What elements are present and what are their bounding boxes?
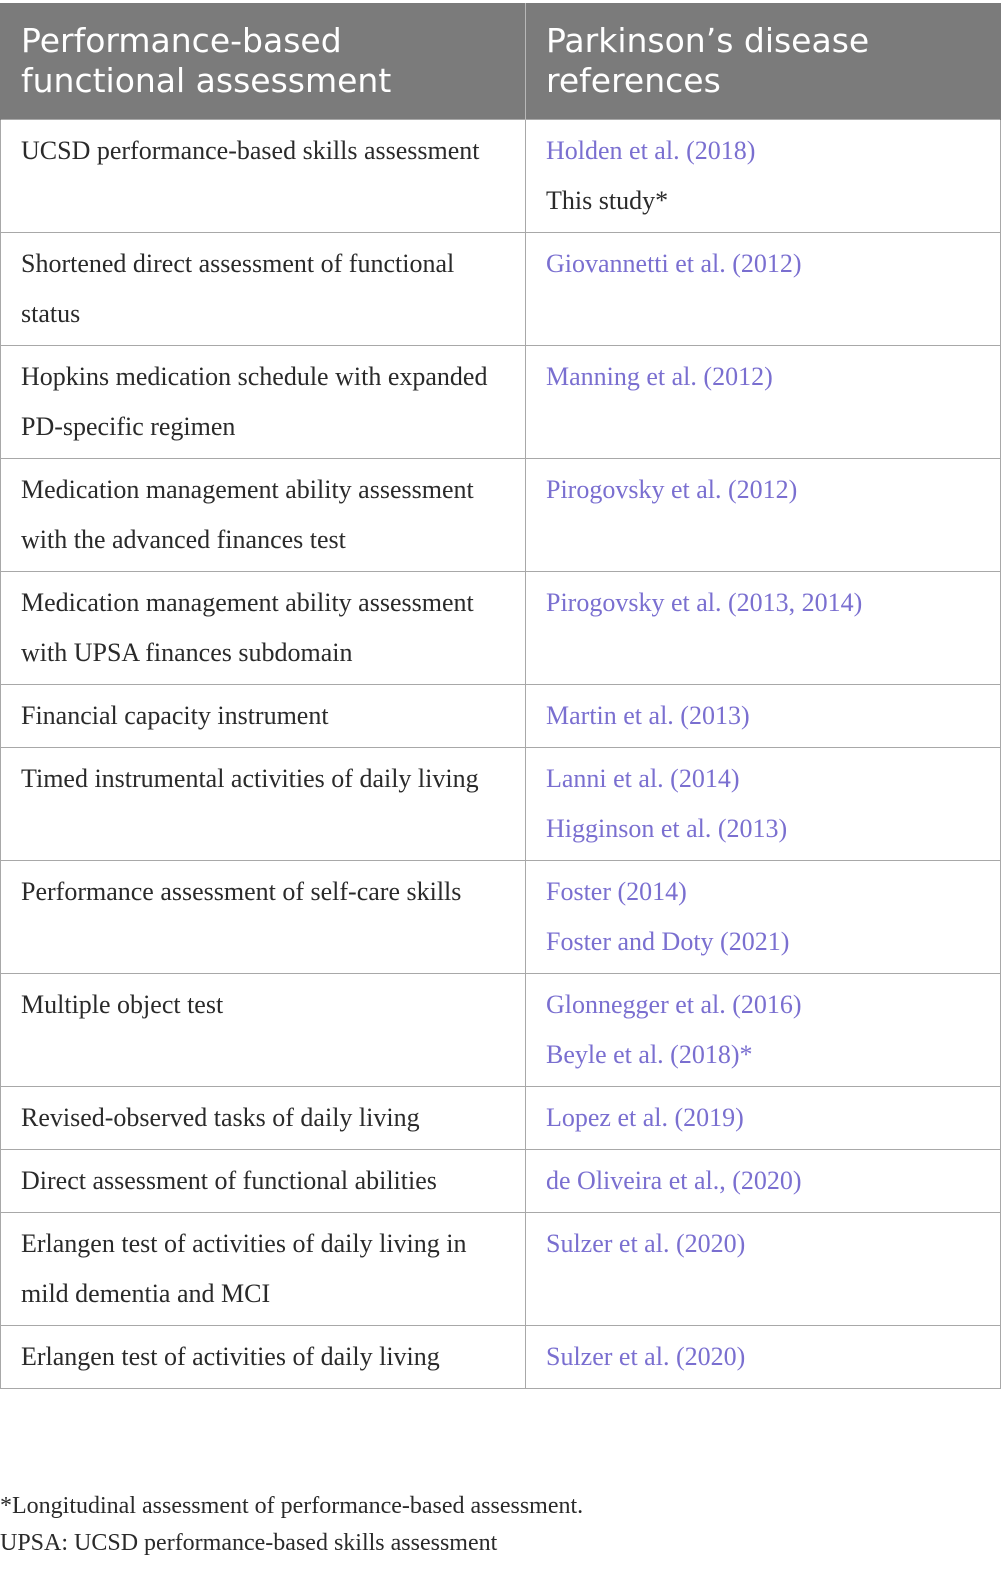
reference-link[interactable]: Higginson et al. (2013) bbox=[546, 814, 788, 843]
assessment-cell: Performance assessment of self-care skills bbox=[1, 861, 526, 974]
table-row bbox=[1, 974, 1001, 1087]
assessment-cell: Erlangen test of activities of daily living in mild dementia and MCI bbox=[1, 1213, 526, 1326]
table-row bbox=[1, 1150, 1001, 1213]
reference-link[interactable]: Sulzer et al. (2020) bbox=[546, 1229, 746, 1258]
table-row bbox=[1, 748, 1001, 861]
footnote-upsa: UPSA: UCSD performance-based skills assessment bbox=[0, 1530, 498, 1556]
references-cell bbox=[526, 459, 1001, 572]
assessment-cell: Medication management ability assessment with the advanced finances test bbox=[1, 459, 526, 572]
table-row bbox=[1, 685, 1001, 748]
table-row bbox=[1, 120, 1001, 233]
references-cell bbox=[526, 861, 1001, 974]
footnotes bbox=[0, 1488, 583, 1562]
table-row bbox=[1, 1087, 1001, 1150]
assessment-cell: Shortened direct assessment of functional status bbox=[1, 233, 526, 346]
table-row bbox=[1, 346, 1001, 459]
references-cell bbox=[526, 572, 1001, 685]
reference-text: This study* bbox=[546, 186, 669, 215]
table-row bbox=[1, 572, 1001, 685]
assessment-cell: Direct assessment of functional abilities bbox=[1, 1150, 526, 1213]
references-cell bbox=[526, 748, 1001, 861]
references-cell bbox=[526, 1213, 1001, 1326]
reference-link[interactable]: Lopez et al. (2019) bbox=[546, 1103, 744, 1132]
references-cell bbox=[526, 346, 1001, 459]
reference-link[interactable]: Manning et al. (2012) bbox=[546, 362, 773, 391]
assessment-cell: Medication management ability assessment with UPSA finances subdomain bbox=[1, 572, 526, 685]
assessment-cell: Revised-observed tasks of daily living bbox=[1, 1087, 526, 1150]
assessment-cell: Financial capacity instrument bbox=[1, 685, 526, 748]
reference-link[interactable]: Pirogovsky et al. (2012) bbox=[546, 475, 798, 504]
header-row bbox=[1, 3, 1001, 120]
reference-link[interactable]: Holden et al. (2018) bbox=[546, 136, 756, 165]
assessment-cell: UCSD performance-based skills assessment bbox=[1, 120, 526, 233]
references-cell bbox=[526, 685, 1001, 748]
references-cell bbox=[526, 1150, 1001, 1213]
references-cell bbox=[526, 233, 1001, 346]
footnote-asterisk: *Longitudinal assessment of performance-based assessment. bbox=[0, 1493, 584, 1519]
reference-link[interactable]: Sulzer et al. (2020) bbox=[546, 1342, 746, 1371]
reference-link[interactable]: Foster (2014) bbox=[546, 877, 687, 906]
references-cell bbox=[526, 120, 1001, 233]
table-row bbox=[1, 233, 1001, 346]
header-references: Parkinson’s disease references bbox=[526, 3, 1001, 120]
assessment-cell: Multiple object test bbox=[1, 974, 526, 1087]
reference-link[interactable]: Foster and Doty (2021) bbox=[546, 927, 790, 956]
reference-link[interactable]: de Oliveira et al., (2020) bbox=[546, 1166, 802, 1195]
assessment-cell: Erlangen test of activities of daily living bbox=[1, 1326, 526, 1389]
references-cell bbox=[526, 974, 1001, 1087]
assessment-cell: Hopkins medication schedule with expanded PD-specific regimen bbox=[1, 346, 526, 459]
header-assessment: Performance-based functional assessment bbox=[1, 3, 526, 120]
references-cell bbox=[526, 1087, 1001, 1150]
reference-link[interactable]: Giovannetti et al. (2012) bbox=[546, 249, 802, 278]
table-row bbox=[1, 861, 1001, 974]
reference-link[interactable]: Beyle et al. (2018)* bbox=[546, 1040, 753, 1069]
table-row bbox=[1, 1326, 1001, 1389]
reference-link[interactable]: Glonnegger et al. (2016) bbox=[546, 990, 802, 1019]
assessment-table bbox=[0, 3, 1001, 1389]
references-cell bbox=[526, 1326, 1001, 1389]
assessment-cell: Timed instrumental activities of daily living bbox=[1, 748, 526, 861]
reference-link[interactable]: Pirogovsky et al. (2013, 2014) bbox=[546, 588, 863, 617]
table-row bbox=[1, 1213, 1001, 1326]
reference-link[interactable]: Martin et al. (2013) bbox=[546, 701, 750, 730]
table-row bbox=[1, 459, 1001, 572]
reference-link[interactable]: Lanni et al. (2014) bbox=[546, 764, 740, 793]
